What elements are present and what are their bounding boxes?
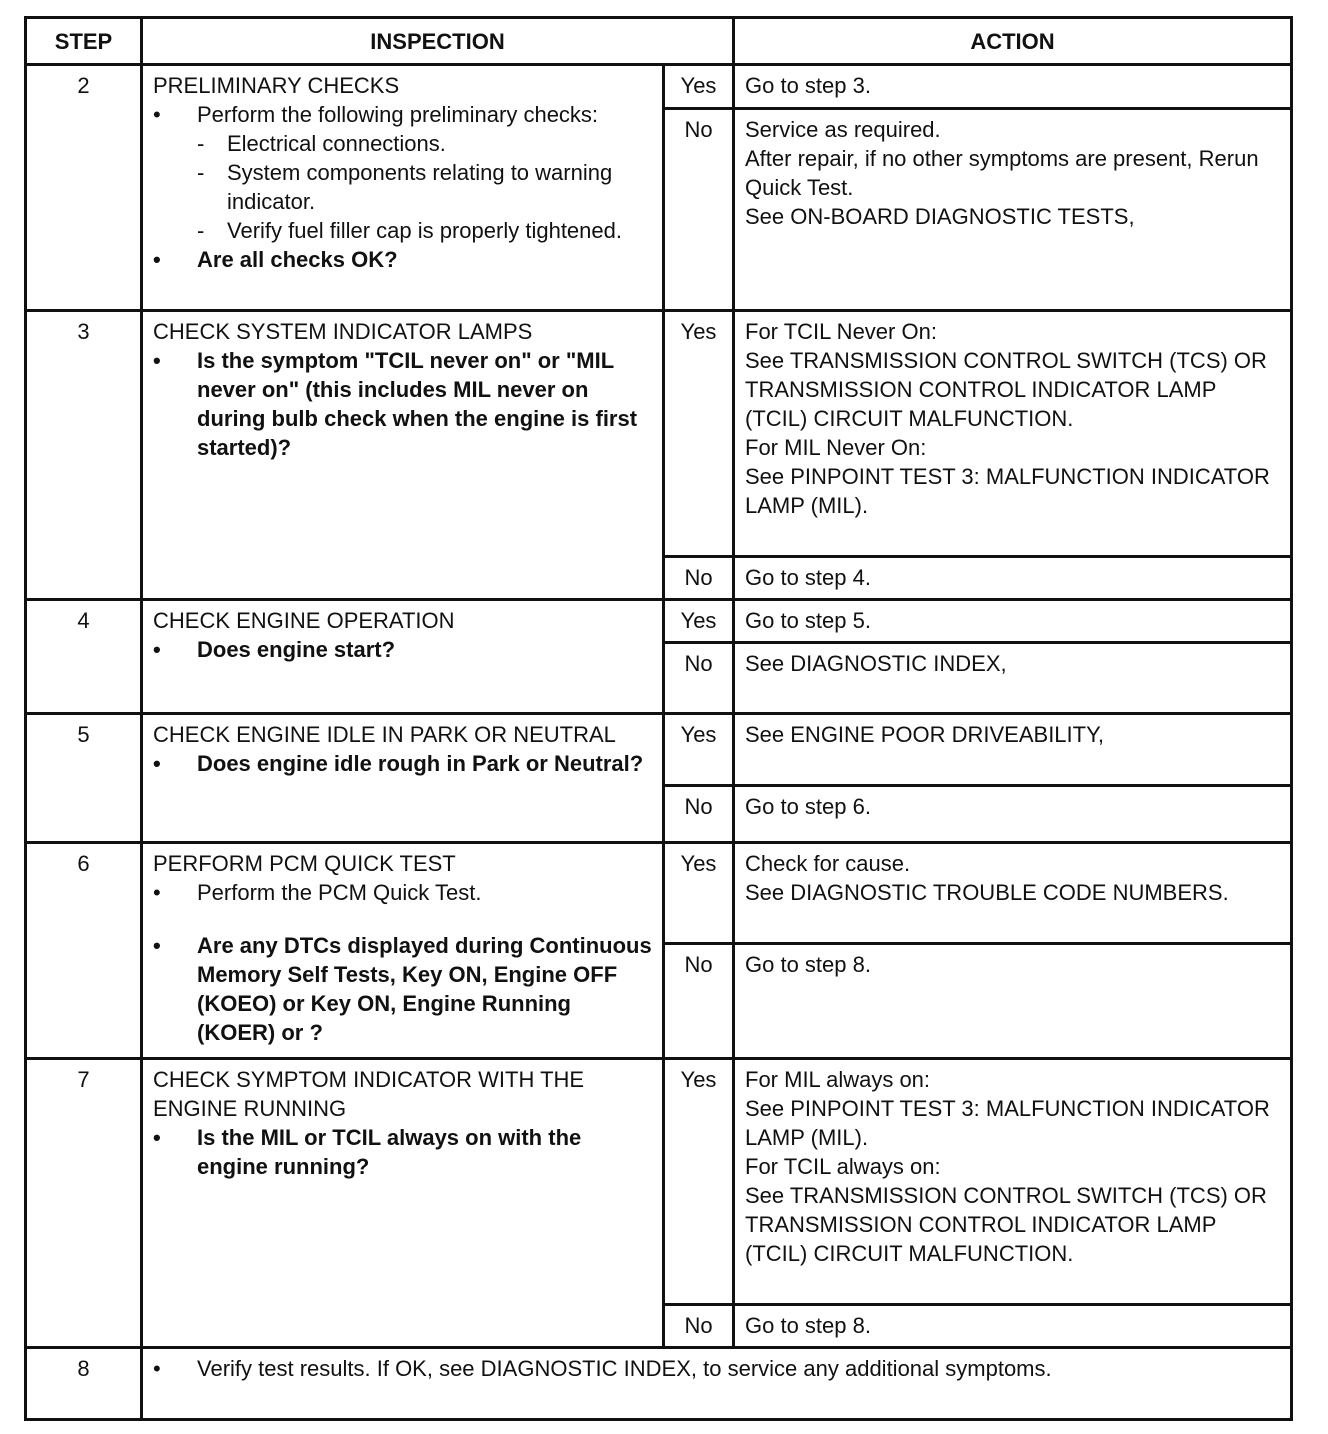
action-line: See TRANSMISSION CONTROL SWITCH (TCS) OR TRANSMISSION CONTROL INDICATOR LAMP (TCIL) CIRCUIT MALFUNCTION. — [745, 348, 1267, 431]
step-number: 3 — [26, 311, 142, 600]
inspection-cell — [142, 1059, 664, 1348]
inspection-cell — [142, 714, 664, 843]
action-yes — [734, 714, 1292, 786]
action-line: For TCIL Never On: — [745, 319, 937, 344]
action-yes — [734, 843, 1292, 944]
action-line: See TRANSMISSION CONTROL SWITCH (TCS) OR TRANSMISSION CONTROL INDICATOR LAMP (TCIL) CIRCUIT MALFUNCTION. — [745, 1183, 1267, 1266]
inspection-question: Is the MIL or TCIL always on with the engine running? — [197, 1125, 582, 1179]
step-number: 6 — [26, 843, 142, 1059]
inspection-title: CHECK SYMPTOM INDICATOR WITH THE ENGINE RUNNING — [153, 1067, 585, 1121]
step-number: 7 — [26, 1059, 142, 1348]
action-no — [734, 944, 1292, 1059]
action-line: Go to step 3. — [745, 73, 871, 98]
dash: - — [197, 218, 205, 243]
inspection-question: Is the symptom "TCIL never on" or "MIL never on" (this includes MIL never on during bulb check when the engine is first started)? — [197, 348, 638, 460]
action-line: For MIL Never On: — [745, 435, 927, 460]
inspection-cell — [142, 311, 664, 600]
action-line: For TCIL always on: — [745, 1154, 941, 1179]
bullet: • — [153, 1356, 161, 1381]
inspection-cell — [142, 1348, 1292, 1420]
action-line: See ENGINE POOR DRIVEABILITY, — [745, 722, 1105, 747]
step-number: 4 — [26, 600, 142, 714]
no-label: No — [664, 786, 734, 843]
table-row — [26, 843, 1292, 944]
header-inspection: INSPECTION — [142, 18, 734, 65]
yes-label: Yes — [664, 600, 734, 643]
inspection-question: Does engine idle rough in Park or Neutral? — [197, 751, 644, 776]
action-line: See PINPOINT TEST 3: MALFUNCTION INDICATOR LAMP (MIL). — [745, 1096, 1270, 1150]
no-label: No — [664, 1305, 734, 1348]
action-line: See DIAGNOSTIC INDEX, — [745, 651, 1007, 676]
sub-item: System components relating to warning indicator. — [227, 160, 613, 214]
table-row — [26, 311, 1292, 557]
inspection-cell — [142, 65, 664, 311]
action-yes — [734, 65, 1292, 109]
inspection-question: Are all checks OK? — [197, 247, 398, 272]
yes-label: Yes — [664, 311, 734, 557]
action-line: Go to step 8. — [745, 952, 871, 977]
table-row — [26, 1348, 1292, 1420]
step-number: 5 — [26, 714, 142, 843]
inspection-cell — [142, 600, 664, 714]
action-line: Go to step 6. — [745, 794, 871, 819]
bullet: • — [153, 348, 161, 373]
inspection-bullet: Verify test results. If OK, see DIAGNOSTIC INDEX, to service any additional symptoms. — [197, 1356, 1052, 1381]
inspection-question: Are any DTCs displayed during Continuous Memory Self Tests, Key ON, Engine OFF (KOEO) or Key ON, Engine Running (KOER) or ? — [197, 933, 652, 1045]
bullet: • — [153, 751, 161, 776]
action-yes — [734, 1059, 1292, 1305]
table-row — [26, 714, 1292, 786]
yes-label: Yes — [664, 843, 734, 944]
bullet: • — [153, 247, 161, 272]
action-yes — [734, 311, 1292, 557]
no-label: No — [664, 109, 734, 311]
action-line: Go to step 4. — [745, 565, 871, 590]
bullet: • — [153, 637, 161, 662]
action-line: Go to step 5. — [745, 608, 871, 633]
inspection-title: CHECK SYSTEM INDICATOR LAMPS — [153, 319, 533, 344]
no-label: No — [664, 944, 734, 1059]
action-line: Check for cause. — [745, 851, 911, 876]
action-no — [734, 1305, 1292, 1348]
table-header-row — [26, 18, 1292, 65]
action-no — [734, 557, 1292, 600]
dash: - — [197, 160, 205, 185]
no-label: No — [664, 643, 734, 714]
inspection-cell — [142, 843, 664, 1059]
table-row — [26, 600, 1292, 643]
action-line: For MIL always on: — [745, 1067, 931, 1092]
bullet: • — [153, 1125, 161, 1150]
table-row — [26, 1059, 1292, 1305]
action-no — [734, 786, 1292, 843]
step-number: 8 — [26, 1348, 142, 1420]
sub-item: Verify fuel filler cap is properly tightened. — [227, 218, 622, 243]
yes-label: Yes — [664, 65, 734, 109]
table-row — [26, 65, 1292, 109]
action-line: Service as required. — [745, 117, 941, 142]
action-line: See PINPOINT TEST 3: MALFUNCTION INDICATOR LAMP (MIL). — [745, 464, 1270, 518]
step-number: 2 — [26, 65, 142, 311]
inspection-title: CHECK ENGINE OPERATION — [153, 608, 455, 633]
inspection-bullet: Perform the following preliminary checks: — [197, 102, 599, 127]
header-step: STEP — [26, 18, 142, 65]
sub-item: Electrical connections. — [227, 131, 446, 156]
inspection-bullet: Perform the PCM Quick Test. — [197, 880, 482, 905]
action-no — [734, 643, 1292, 714]
inspection-title: PRELIMINARY CHECKS — [153, 73, 400, 98]
bullet: • — [153, 880, 161, 905]
inspection-title: PERFORM PCM QUICK TEST — [153, 851, 456, 876]
dash: - — [197, 131, 205, 156]
action-line: See ON-BOARD DIAGNOSTIC TESTS, — [745, 204, 1135, 229]
diagnostic-table — [24, 16, 1293, 1421]
action-no — [734, 109, 1292, 311]
no-label: No — [664, 557, 734, 600]
header-action: ACTION — [734, 18, 1292, 65]
action-yes — [734, 600, 1292, 643]
action-line: Go to step 8. — [745, 1313, 871, 1338]
action-line: See DIAGNOSTIC TROUBLE CODE NUMBERS. — [745, 880, 1229, 905]
bullet: • — [153, 102, 161, 127]
yes-label: Yes — [664, 714, 734, 786]
action-line: After repair, if no other symptoms are present, Rerun Quick Test. — [745, 146, 1259, 200]
inspection-question: Does engine start? — [197, 637, 396, 662]
bullet: • — [153, 933, 161, 958]
inspection-title: CHECK ENGINE IDLE IN PARK OR NEUTRAL — [153, 722, 616, 747]
yes-label: Yes — [664, 1059, 734, 1305]
